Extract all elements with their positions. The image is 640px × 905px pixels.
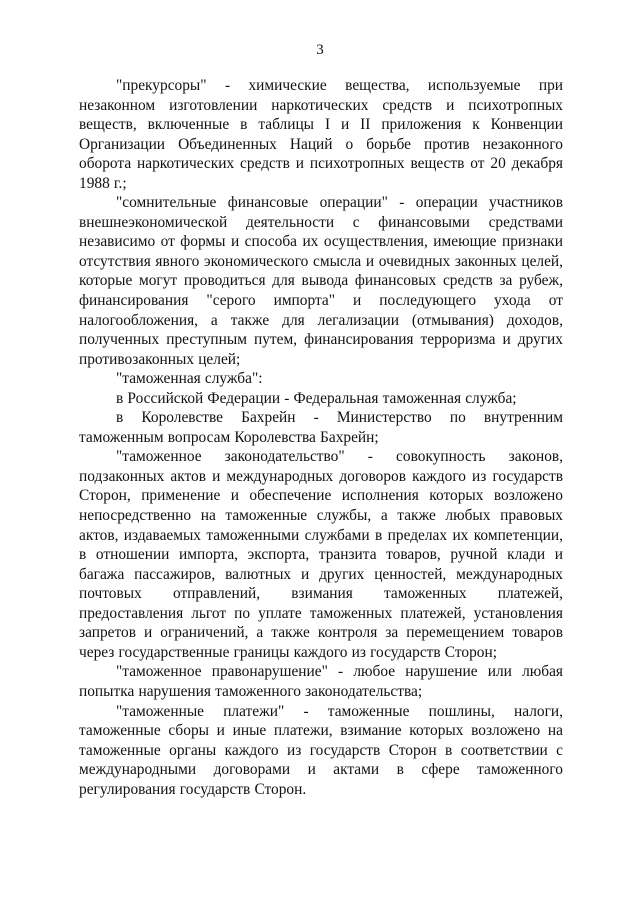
document-body [79, 76, 563, 799]
paragraph-customs-service-russia: в Российской Федерации - Федеральная таможенная служба; [116, 389, 517, 407]
paragraph-suspicious-operations-definition: "сомнительные финансовые операции" - операции участников внешнеэкономической деятельности с финансовыми средствами независимо от формы и способа их осуществления, имеющие признаки отсутствия явного экономического смысла и очевидных законных целей, которые могут проводиться для вывода финансовых средств за рубеж, финансирования "серого импорта" и последующего ухода от налогообложения, а также для легализации (отмывания) доходов, полученных преступным путем, финансирования терроризма и других противозаконных целей; [79, 194, 563, 368]
paragraph-customs-service-heading: "таможенная служба": [116, 370, 263, 388]
paragraph-customs-legislation-definition: "таможенное законодательство" - совокупность законов, подзаконных актов и международных договоров каждого из государств Сторон, применение и обеспечение исполнения которых возложено непосредственно на таможенные службы, а также любых правовых актов, издаваемых таможенными службами в пределах их компетенции, в отношении импорта, экспорта, транзита товаров, ручной клади и багажа пассажиров, валютных и других ценностей, международных почтовых отправлений, взимания таможенных платежей, предоставления льгот по уплате таможенных платежей, установления запретов и ограничений, а также контроля за перемещением товаров через государственные границы каждого из государств Сторон; [79, 448, 563, 661]
paragraph-customs-service-bahrain: в Королевстве Бахрейн - Министерство по внутренним таможенным вопросам Королевства Бахрейн; [79, 409, 563, 446]
paragraph-customs-payments-definition: "таможенные платежи" - таможенные пошлины, налоги, таможенные сборы и иные платежи, взимание которых возложено на таможенные органы каждого из государств Сторон в соответствии с международными договорами и актами в сфере таможенного регулирования государств Сторон. [79, 702, 563, 798]
paragraph-customs-offence-definition: "таможенное правонарушение" - любое нарушение или любая попытка нарушения таможенного законодательства; [79, 663, 563, 700]
paragraph-precursors-definition: "прекурсоры" - химические вещества, используемые при незаконном изготовлении наркотических средств и психотропных веществ, включенные в таблицы I и II приложения к Конвенции Организации Объединенных Наций о борьбе против незаконного оборота наркотических средств и психотропных веществ от 20 декабря 1988 г.; [79, 77, 563, 192]
page-number: 3 [316, 42, 324, 58]
